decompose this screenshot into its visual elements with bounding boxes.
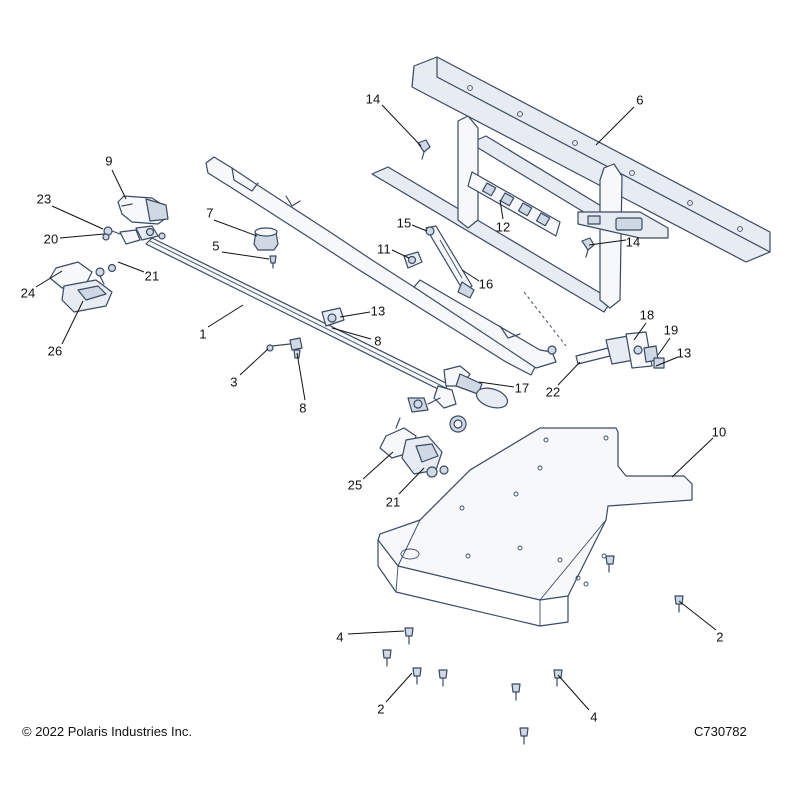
callout-number-1: 1 <box>199 326 207 342</box>
leader-23 <box>52 206 103 229</box>
callout-number-6: 6 <box>636 92 644 108</box>
callout-number-22: 22 <box>545 384 561 400</box>
callout-number-4b: 4 <box>590 709 598 725</box>
part-24-26-bracket <box>50 262 116 312</box>
callout-number-14b: 14 <box>625 234 641 250</box>
leader-20 <box>60 234 104 238</box>
leader-2a <box>679 601 716 630</box>
leader-4a <box>348 631 404 634</box>
leader-9 <box>112 170 126 199</box>
leader-4b <box>558 675 589 710</box>
part-7-bushing <box>254 228 278 250</box>
part-25-bracket <box>380 418 448 477</box>
leader-17 <box>479 382 514 387</box>
callout-number-10: 10 <box>711 424 727 440</box>
leader-21 <box>118 262 144 272</box>
leader-6 <box>596 107 634 145</box>
callout-number-17: 17 <box>514 380 530 396</box>
callout-number-23: 23 <box>36 191 52 207</box>
part-22-rod <box>548 332 664 368</box>
leader-19 <box>658 338 670 355</box>
callout-number-18: 18 <box>639 307 655 323</box>
callout-number-12: 12 <box>495 219 511 235</box>
leader-25 <box>363 452 393 479</box>
callout-number-13b: 13 <box>676 345 692 361</box>
callout-number-20: 20 <box>43 231 59 247</box>
part-5-fastener <box>270 256 276 268</box>
callout-number-25: 25 <box>347 477 363 493</box>
leader-1 <box>208 305 243 327</box>
callout-number-24: 24 <box>20 285 36 301</box>
callout-number-2a: 2 <box>716 629 724 645</box>
callout-number-16: 16 <box>478 276 494 292</box>
callout-number-26: 26 <box>47 343 63 359</box>
callout-number-11: 11 <box>377 241 391 257</box>
callout-number-8b: 8 <box>299 400 307 416</box>
leader-5 <box>222 252 269 259</box>
leader-3 <box>240 349 268 375</box>
leader-2b <box>386 673 412 702</box>
callout-number-15: 15 <box>396 215 412 231</box>
leader-7 <box>214 220 257 236</box>
leader-13a <box>340 312 370 317</box>
callout-number-13a: 13 <box>370 303 386 319</box>
callout-number-4a: 4 <box>336 629 344 645</box>
callout-number-2b: 2 <box>377 701 385 717</box>
leader-10 <box>672 438 713 477</box>
leader-22 <box>558 362 580 385</box>
callout-number-21: 21 <box>144 268 160 284</box>
leader-8b <box>297 353 305 400</box>
callout-number-7: 7 <box>206 205 214 221</box>
part-1-long-tube <box>146 238 448 392</box>
callout-number-14a: 14 <box>365 91 381 107</box>
callout-number-5: 5 <box>212 238 220 254</box>
part-9-handle <box>118 196 168 224</box>
copyright-notice: © 2022 Polaris Industries Inc. <box>22 724 192 739</box>
leader-11 <box>392 250 409 258</box>
drawing-number: C730782 <box>694 724 747 739</box>
leader-15 <box>412 225 427 231</box>
leader-14a <box>382 105 421 146</box>
callout-number-19: 19 <box>663 322 679 338</box>
callout-number-8a: 8 <box>374 333 382 349</box>
callout-number-21b: 21 <box>385 494 401 510</box>
callout-number-9: 9 <box>105 153 113 169</box>
leader-21b <box>399 468 424 494</box>
callout-number-3: 3 <box>230 374 238 390</box>
